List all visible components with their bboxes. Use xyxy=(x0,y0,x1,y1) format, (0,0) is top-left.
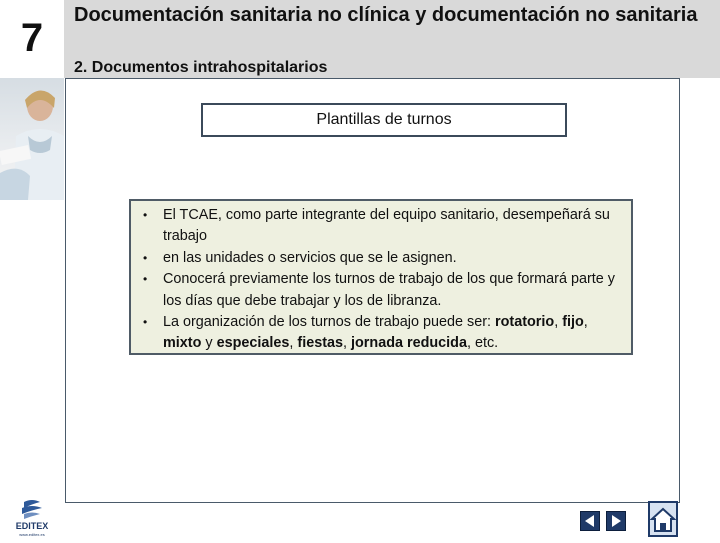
bullet-separator: y xyxy=(201,335,217,352)
chapter-number: 7 xyxy=(20,16,44,60)
next-arrow-icon xyxy=(607,512,625,530)
bullet-box xyxy=(129,199,633,355)
bullet-item xyxy=(143,205,621,248)
bullet-text: Conocerá previamente los turnos de trabajo de los que formará parte y los días que debe trabajar y los de libranza. xyxy=(163,271,615,309)
editex-logo-graphic xyxy=(10,498,54,538)
bullet-text-prefix: La organización de los turnos de trabajo puede ser: xyxy=(163,314,496,331)
bullet-bold-term: fijo xyxy=(562,314,584,331)
previous-slide-button[interactable] xyxy=(580,511,600,531)
home-icon xyxy=(650,503,676,535)
bullet-separator: , xyxy=(583,314,588,331)
bullet-dot: • xyxy=(143,272,148,287)
section-subtitle: 2. Documentos intrahospitalarios xyxy=(74,59,328,76)
bullet-separator: , xyxy=(554,314,563,331)
editex-logo-icon xyxy=(10,498,54,538)
nurse-photo xyxy=(0,78,64,200)
bullet-bold-term: rotatorio xyxy=(495,314,555,331)
bullet-dot: • xyxy=(143,315,148,330)
bullet-list xyxy=(131,201,631,355)
topic-title-box: Plantillas de turnos xyxy=(201,103,567,137)
nurse-photo-illustration xyxy=(0,78,64,200)
bullet-item xyxy=(143,248,621,269)
bullet-text: en las unidades o servicios que se le asignen. xyxy=(163,249,457,266)
next-slide-button[interactable] xyxy=(606,511,626,531)
page-title: Documentación sanitaria no clínica y documentación no sanitaria xyxy=(74,4,698,26)
bullet-bold-term: jornada reducida xyxy=(351,335,467,352)
bullet-dot: • xyxy=(143,250,148,265)
bullet-bold-term: mixto xyxy=(163,335,202,352)
bullet-text-suffix: , etc. xyxy=(466,335,499,352)
chapter-box xyxy=(0,0,64,78)
logo-text: EDITEX xyxy=(15,521,49,531)
bullet-text: El TCAE, como parte integrante del equipo sanitario, desempeñará su trabajo xyxy=(163,207,610,245)
logo-url: www.editex.es xyxy=(19,532,45,537)
previous-arrow-icon xyxy=(581,512,599,530)
bullet-separator: , xyxy=(343,335,352,352)
home-button[interactable] xyxy=(648,501,678,537)
bullet-item xyxy=(143,269,621,312)
bullet-separator: , xyxy=(289,335,298,352)
bullet-bold-term: fiestas xyxy=(297,335,344,352)
bullet-dot: • xyxy=(143,208,148,222)
bullet-item xyxy=(143,312,621,355)
bullet-bold-term: especiales xyxy=(216,335,290,352)
